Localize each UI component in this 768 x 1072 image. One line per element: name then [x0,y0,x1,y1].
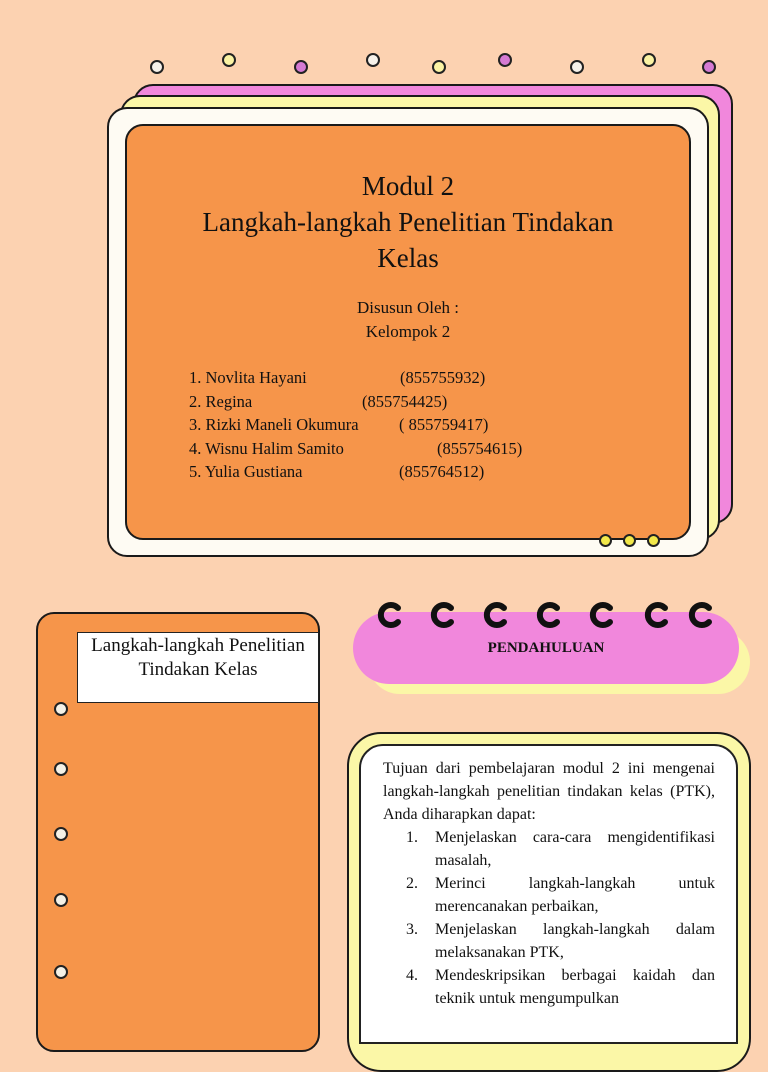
member-name: 5. Yulia Gustiana [189,462,303,481]
member-list [189,366,523,484]
list-item [383,872,715,918]
content-text [383,757,715,1024]
item-text: Mendeskripsikan berbagai kaidah dan teknik untuk mengumpulkan [435,967,715,1007]
dot-icon [54,702,68,716]
ring-icon [428,600,458,630]
member-name: 4. Wisnu Halim Samito [189,438,344,458]
member-name: 3. Rizki Maneli Okumura [189,415,359,434]
member-row [189,413,489,437]
dot-icon [366,53,380,67]
dot-icon [54,827,68,841]
dot-icon [570,60,584,74]
course-title-line2: Kelas [377,243,439,273]
member-id: (855755932) [400,368,486,387]
member-name: 2. Regina [189,391,253,411]
member-name: 1. Novlita Hayani [189,368,307,387]
dot-icon [599,534,612,547]
member-row [189,460,485,484]
side-panel-heading: Langkah-langkah Penelitian Tindakan Kelas [77,632,319,703]
member-id: (855754615) [437,438,523,458]
dot-icon [647,534,660,547]
item-text: Merinci langkah-langkah untuk merencanakan perbaikan, [435,875,715,915]
dot-icon [54,893,68,907]
dot-icon [498,53,512,67]
list-item [383,826,715,872]
ring-icon [481,600,511,630]
objective-list [383,826,715,1010]
list-item [383,964,715,1010]
ring-icon [587,600,617,630]
ring-icon [375,600,405,630]
member-row [189,366,486,390]
dot-icon [222,53,236,67]
ring-icon [686,600,716,630]
item-number: 2. [406,875,418,892]
module-title: Modul 2 [361,171,455,201]
member-row [189,390,448,414]
dot-icon [623,534,636,547]
member-id: (855754425) [362,391,448,411]
dot-icon [294,60,308,74]
item-number: 1. [406,829,418,846]
item-text: Menjelaskan cara-cara mengidentifikasi masalah, [435,829,715,869]
item-number: 3. [406,921,418,938]
list-item [383,918,715,964]
compiled-by-label: Disusun Oleh : [357,298,459,317]
banner-label: PENDAHULUAN [487,640,605,656]
cover-title-block [128,168,688,344]
dot-icon [150,60,164,74]
group-name: Kelompok 2 [365,322,451,341]
ring-icon [642,600,672,630]
member-id: ( 855759417) [399,415,489,434]
course-title-line1: Langkah-langkah Penelitian Tindakan [202,207,614,237]
member-id: (855764512) [399,462,485,481]
dot-icon [54,762,68,776]
item-text: Menjelaskan langkah-langkah dalam melaksanakan PTK, [435,921,715,961]
item-number: 4. [406,967,418,984]
dot-icon [432,60,446,74]
ring-icon [534,600,564,630]
dot-icon [702,60,716,74]
dot-icon [54,965,68,979]
dot-icon [642,53,656,67]
intro-paragraph: Tujuan dari pembelajaran modul 2 ini mengenai langkah-langkah penelitian tindakan kelas (PTK), Anda diharapkan dapat: [383,760,715,823]
member-row [189,437,523,461]
